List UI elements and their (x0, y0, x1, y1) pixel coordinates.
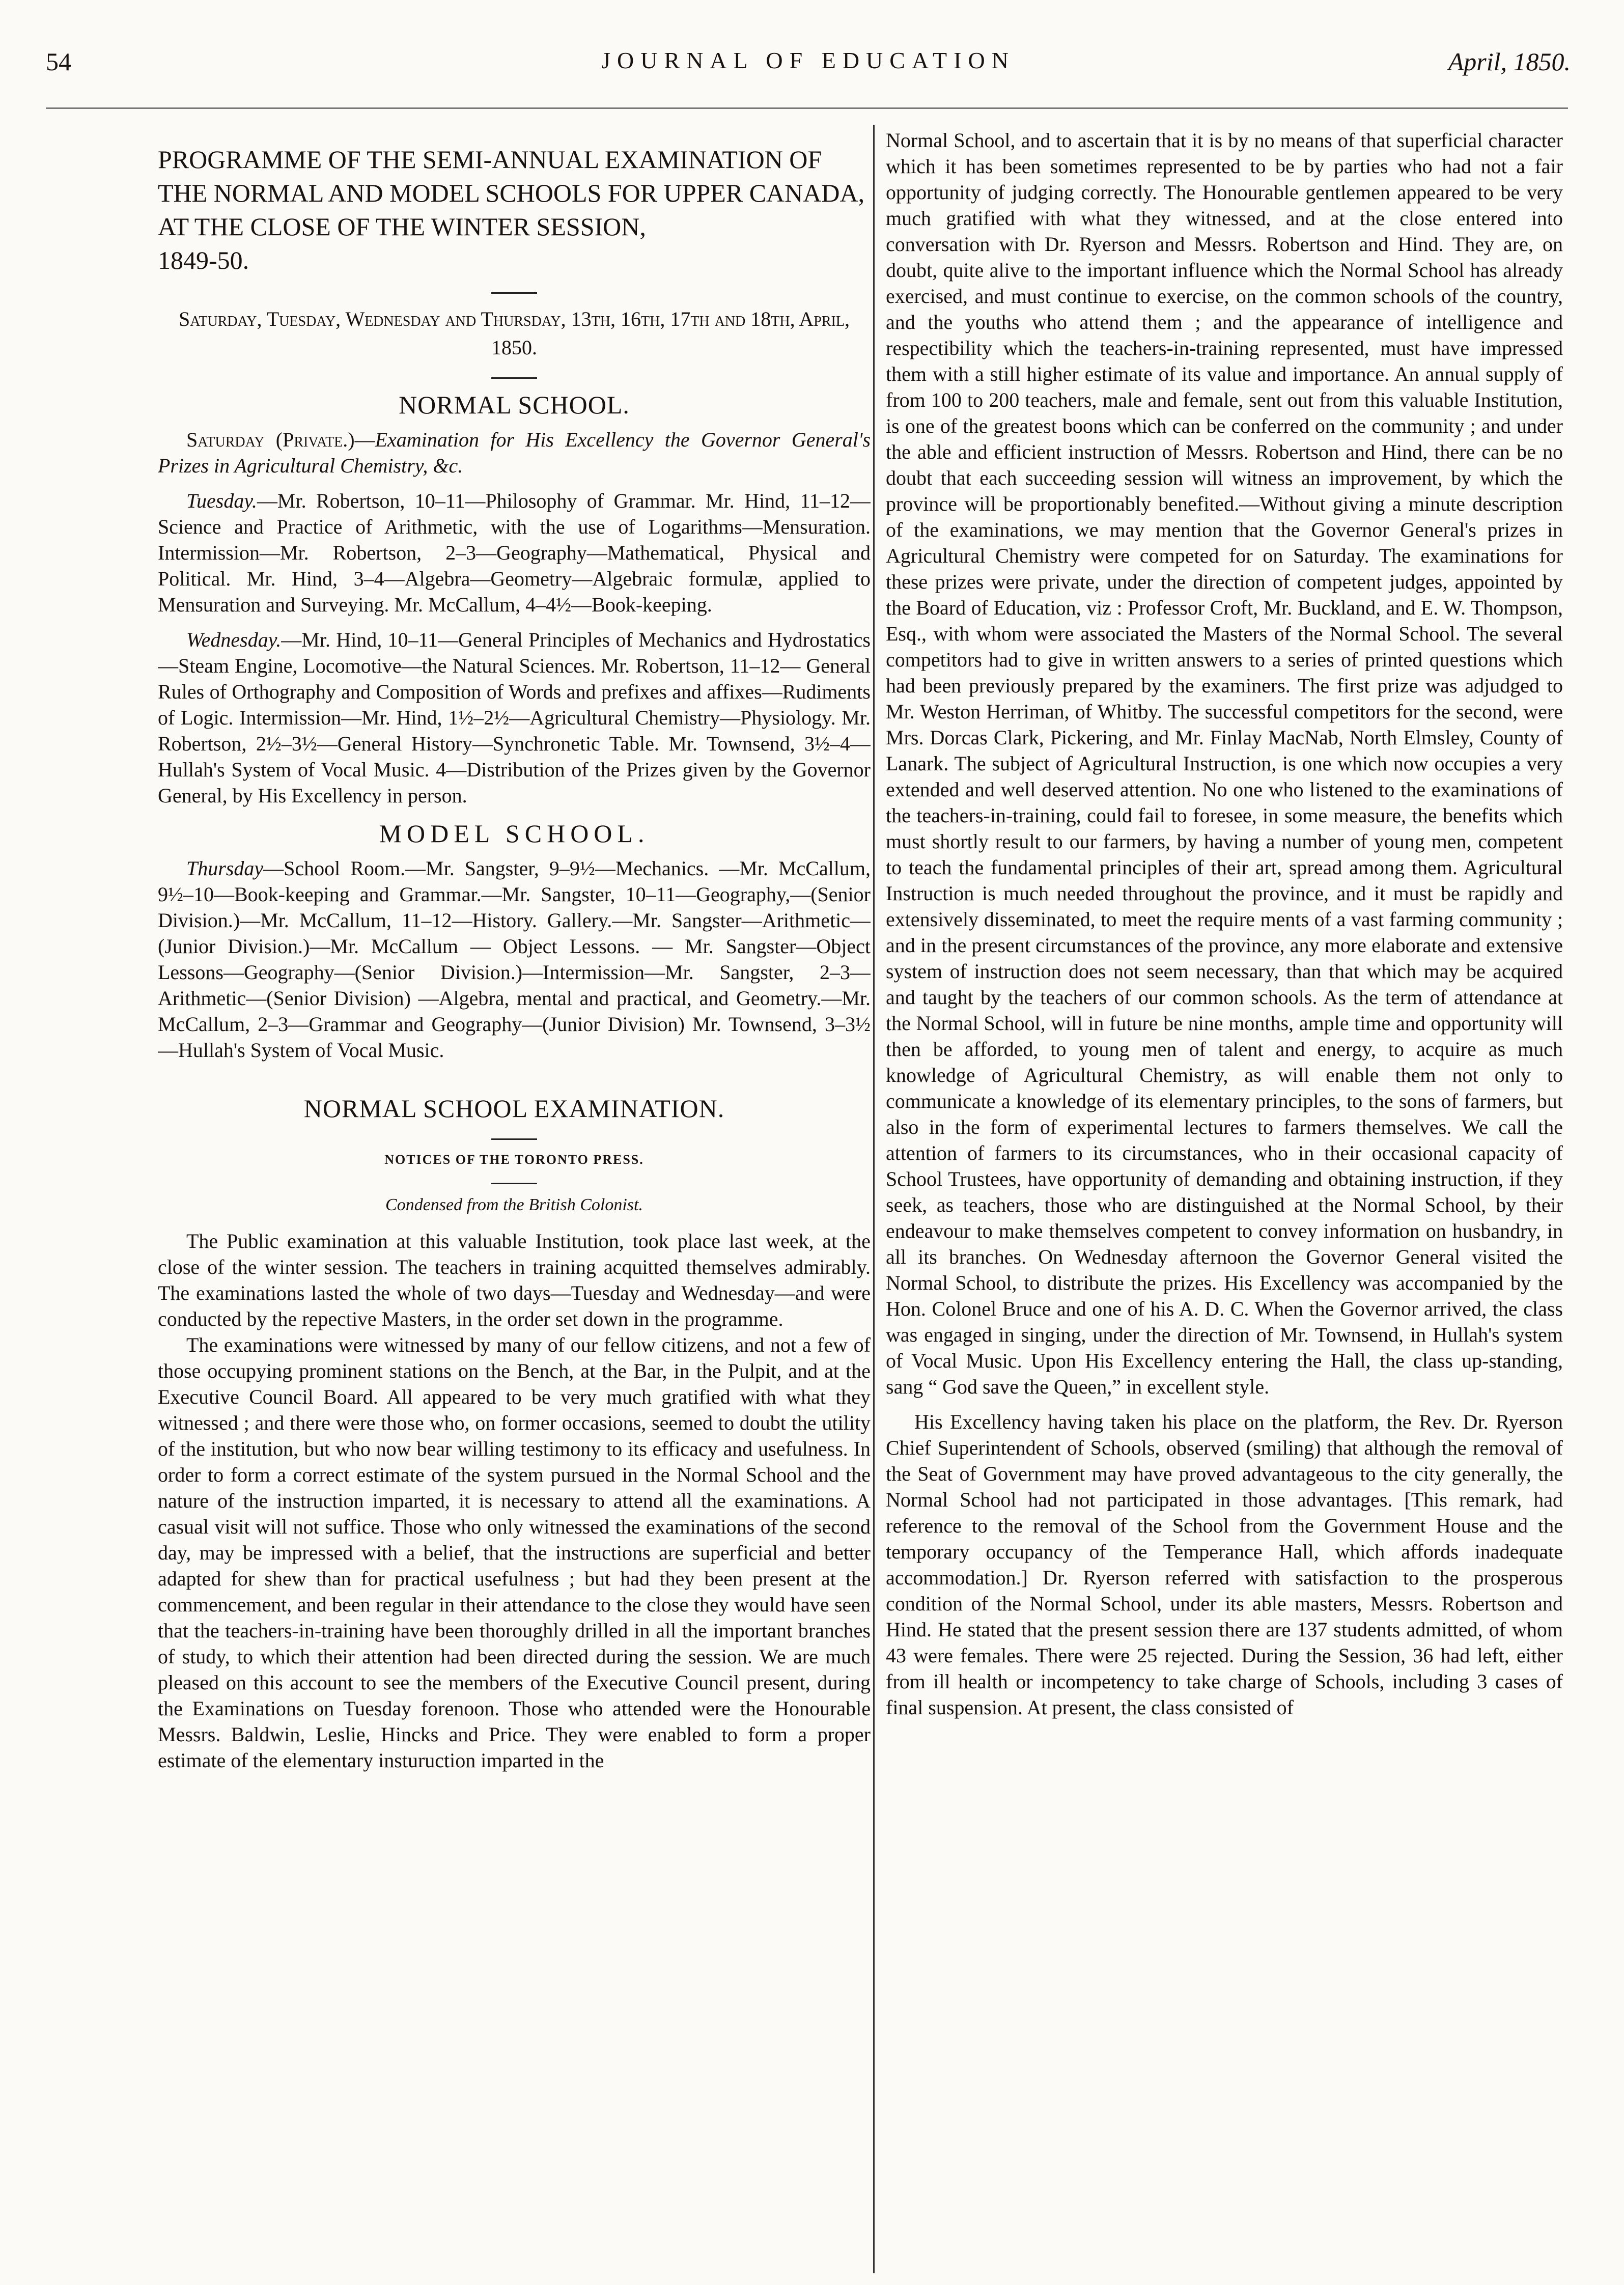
thursday-text: —School Room.—Mr. Sangster, 9–9½—Mechanics. —Mr. McCallum, 9½–10—Book-keeping and Grammar.—Mr. Sangster, 10–11—Geography,—(Senior Division.)—Mr. McCallum, 11–12—History. Gallery.—Mr. Sangster—Arithmetic—(Junior Division.)—Mr. McCallum — Object Lessons. — Mr. Sangster—Object Lessons—Geography—(Senior Division.)—Intermission—Mr. Sangster, 2–3—Arithmetic—(Senior Division) —Algebra, mental and practical, and Geometry.—Mr. McCallum, 2–3—Grammar and Geography—(Junior Division) Mr. Townsend, 3–3½—Hullah's System of Vocal Music. (158, 857, 871, 1062)
saturday-text: Examination for His Excellency the Governor General's Prizes in Agricultural Chemistry, &c. (158, 428, 871, 477)
short-rule (491, 1138, 537, 1140)
programme-title-text: PROGRAMME OF THE SEMI-ANNUAL EXAMINATION OF THE NORMAL AND MODEL SCHOOLS FOR UPPER CANADA, AT THE CLOSE OF THE WINTER SESSION, (158, 145, 865, 241)
notices-heading: NOTICES OF THE TORONTO PRESS. (384, 1152, 644, 1167)
source-note: Condensed from the British Colonist. (385, 1195, 643, 1214)
examination-paragraph-2: The examinations were witnessed by many of our fellow citizens, and not a few of those occupying prominent stations on the Bench, at the Bar, in the Pulpit, and at the Executive Council Board. All appeared to be very much gratified with what they witnessed ; and there were those who, on former occasions, seemed to doubt the utility of the institution, but who now bear willing testimony to its efficacy and usefulness. In order to form a correct estimate of the system pursued in the Normal School and the nature of the instruction imparted, it is necessary to attend all the examinations. A casual visit will not suffice. Those who only witnessed the examinations of the second day, may be impressed with a belief, that the instructions are superficial and better adapted for shew than for practical usefulness ; but had they been present at the commencement, and been regular in their attendance to the close they would have seen that the teachers-in-training have been thoroughly drilled in all the important branches of study, to which their attention had been directed during the session. We are much pleased on this account to see the members of the Executive Council present, during the Examinations on Tuesday forenoon. Those who attended were the Honourable Messrs. Baldwin, Leslie, Hincks and Price. They were enabled to form a proper estimate of the elementary insturuction imparted in the (158, 1333, 871, 1772)
tuesday-entry (158, 488, 871, 618)
running-header (46, 47, 1571, 93)
wednesday-entry (158, 627, 871, 809)
column-divider (873, 125, 875, 2273)
saturday-entry (158, 427, 871, 479)
tuesday-text: —Mr. Robertson, 10–11—Philosophy of Grammar. Mr. Hind, 11–12—Science and Practice of Arithmetic, with the use of Logarithms—Mensuration. Intermission—Mr. Robertson, 2–3—Geography—Mathematical, Physical and Political. Mr. Hind, 3–4—Algebra—Geometry—Algebraic formulæ, applied to Mensuration and Surveying. Mr. McCallum, 4–4½—Book-keeping. (158, 489, 871, 616)
left-column (158, 127, 871, 2266)
examination-paragraph-3: Normal School, and to ascertain that it is by no means of that superficial character which it has been sometimes represented to be by parties who had not a fair opportunity of judging correctly. The Honourable gentlemen appeared to be very much gratified with what they witnessed, and at the close entered into conversation with Dr. Ryerson and Messrs. Robertson and Hind. They are, on doubt, quite alive to the important influence which the Normal School has already exercised, and must continue to exercise, on the common schools of the country, and the youths who attend them ; and the appearance of intelligence and respectibility which the teachers-in-training represented, must have impressed them with a still higher estimate of its value and importance. An annual supply of from 100 to 200 teachers, male and female, sent out from this valuable Institution, is one of the greatest boons which can be conferred on the community ; and under the able and efficient instruction of Messrs. Robertson and Hind, there can be no doubt that each succeeding session will witness an improvement, by which the province will be proportionably benefited.—Without giving a minute description of the examinations, we may mention that the Governor General's prizes in Agricultural Chemistry were competed for on Saturday. The examinations for these prizes were private, under the direction of competent judges, appointed by the Board of Education, viz : Professor Croft, Mr. Buckland, and E. W. Thompson, Esq., with whom were associated the Masters of the Normal School. The several competitors had to give in written answers to a series of printed questions which had been previously prepared by the examiners. The first prize was adjudged to Mr. Weston Herriman, of Whitby. The successful competitors for the second, were Mrs. Dorcas Clark, Pickering, and Mr. Finlay MacNab, North Elmsley, County of Lanark. The subject of Agricultural Instruction, is one which now occupies a very extended and well deserved attention. No one who listened to the examinations of the teachers-in-training, could fail to foresee, in some measure, the benefits which must shortly result to our farmers, by having a number of young men, competent to teach the fundamental principles of their art, spread among them. Agricultural Instruction is much needed throughout the province, and it must be rapidly and extensively disseminated, to meet the require ments of a vast farming community ; and in the present circumstances of the province, any more elaborate and extensive system of instruction does not seem necessary, than that which may be acquired and taught by the teachers of our common schools. As the term of attendance at the Normal School, will in future be nine months, ample time and opportunity will then be afforded, to young men of talent and energy, to acquire as much knowledge of Agricultural Chemistry, as will enable them not only to communicate a knowledge of its elementary principles, to the sons of farmers, but also in the form of experimental lectures to farmers themselves. We call the attention of farmers to its circumstances, who in their occasional capacity of School Trustees, have opportunity of demanding and obtaining instruction, if they seek, as teachers, those who are distinguished at the Normal School, by their endeavour to make themselves competent to convey information on husbandry, in all its branches. On Wednesday afternoon the Governor General visited the Normal School, to distribute the prizes. His Excellency was accompanied by the Hon. Colonel Bruce and one of his A. D. C. When the Governor arrived, the class was engaged in singing, under the direction of Mr. Townsend, in Hullah's system of Vocal Music. Upon His Excellency entering the Hall, the class up-standing, sang “ God save the Queen,” in excellent style. (886, 129, 1563, 1398)
examination-paragraph-4: His Excellency having taken his place on the platform, the Rev. Dr. Ryerson Chief Superintendent of Schools, observed (smiling) that although the removal of the Seat of Government may have proved advantageous to the city generally, the Normal School had not participated in those advantages. [This remark, had reference to the removal of the School from the Government House and the temporary occupancy of the Temperance Hall, which affords inadequate accommodation.] Dr. Ryerson referred with satisfaction to the prosperous condition of the Normal School, under its able masters, Messrs. Robertson and Hind. He stated that the present session there are 137 students admitted, of whom 43 were females. There were 25 rejected. During the Session, 36 had left, either from ill health or incompetency to take charge of Schools, including 3 cases of final suspension. At present, the class consisted of (886, 1410, 1563, 1719)
short-rule (491, 1183, 537, 1184)
programme-year: 1849-50. (158, 246, 249, 274)
schedule-dates: Saturday, Tuesday, Wednesday and Thursday, 13th, 16th, 17th and 18th, April, 1850. (179, 308, 850, 359)
examination-heading: NORMAL SCHOOL EXAMINATION. (303, 1094, 725, 1123)
short-rule (491, 377, 537, 379)
normal-school-heading: NORMAL SCHOOL. (399, 391, 630, 419)
short-rule (491, 292, 537, 294)
tuesday-lead: Tuesday. (186, 489, 257, 512)
header-rule (46, 107, 1568, 109)
wednesday-lead: Wednesday. (186, 628, 282, 651)
programme-title (158, 143, 871, 277)
wednesday-text: —Mr. Hind, 10–11—General Principles of Mechanics and Hydrostatics—Steam Engine, Locomotive—the Natural Sciences. Mr. Robertson, 11–12— General Rules of Orthography and Composition of Words and prefixes and affixes—Rudiments of Logic. Intermission—Mr. Hind, 1½–2½—Agricultural Chemistry—Physiology. Mr. Robertson, 2½–3½—General History—Synchronetic Table. Mr. Townsend, 3½–4—Hullah's System of Vocal Music. 4—Distribution of the Prizes given by the Governor General, by His Excellency in person. (158, 628, 871, 807)
journal-title: JOURNAL OF EDUCATION (601, 47, 1015, 73)
thursday-lead: Thursday (186, 857, 264, 880)
saturday-lead: Saturday (Private.)— (186, 428, 375, 451)
model-school-heading: MODEL SCHOOL. (379, 819, 650, 848)
page-number: 54 (46, 47, 71, 76)
right-column (886, 127, 1563, 2266)
examination-paragraph-1: The Public examination at this valuable Institution, took place last week, at the close of the winter session. The teachers in training acquitted themselves admirably. The examinations lasted the whole of two days—Tuesday and Wednesday—and were conducted by the repective Masters, in the order set down in the programme. (158, 1230, 871, 1330)
thursday-entry (158, 855, 871, 1063)
issue-date: April, 1850. (1448, 47, 1571, 76)
